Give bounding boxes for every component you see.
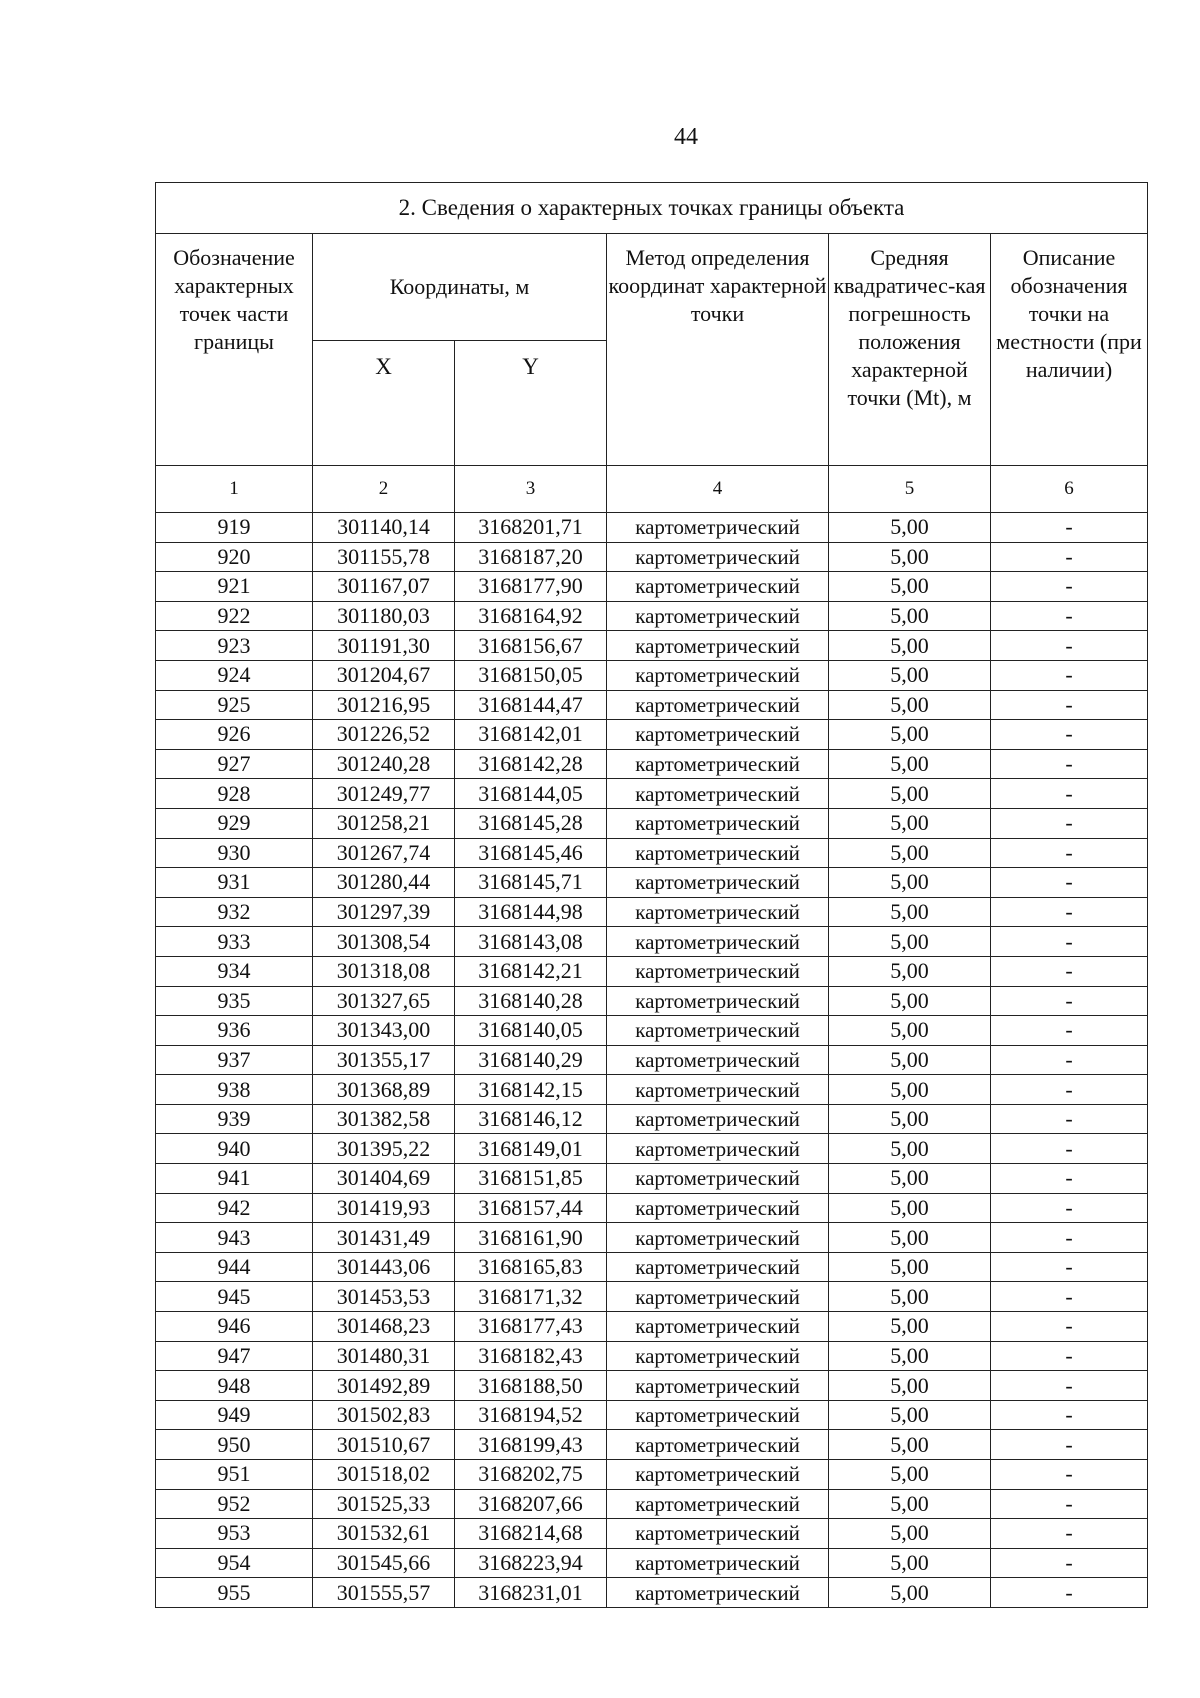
table-row [156,1519,1148,1549]
table-row [156,1548,1148,1578]
point-number-cell: 927 [156,749,313,779]
description-cell: - [991,660,1148,690]
table-row [156,1430,1148,1460]
description-cell: - [991,838,1148,868]
y-coordinate-cell: 3168182,43 [455,1341,607,1371]
method-cell: картометрический [607,897,829,927]
table-row [156,1164,1148,1194]
table-row [156,1312,1148,1342]
x-coordinate-cell: 301368,89 [313,1075,455,1105]
x-coordinate-cell: 301216,95 [313,690,455,720]
y-coordinate-cell: 3168145,71 [455,868,607,898]
x-coordinate-cell: 301382,58 [313,1104,455,1134]
description-cell: - [991,631,1148,661]
description-cell: - [991,808,1148,838]
y-coordinate-cell: 3168140,29 [455,1045,607,1075]
table-row [156,808,1148,838]
method-cell: картометрический [607,1134,829,1164]
table-row [156,513,1148,543]
point-number-cell: 946 [156,1312,313,1342]
y-coordinate-cell: 3168149,01 [455,1134,607,1164]
y-coordinate-cell: 3168140,05 [455,1016,607,1046]
description-cell: - [991,1519,1148,1549]
method-cell: картометрический [607,1548,829,1578]
description-cell: - [991,1578,1148,1608]
error-cell: 5,00 [829,1104,991,1134]
y-coordinate-cell: 3168157,44 [455,1193,607,1223]
table-row [156,1400,1148,1430]
x-coordinate-cell: 301480,31 [313,1341,455,1371]
point-number-cell: 922 [156,601,313,631]
table-row [156,897,1148,927]
point-number-cell: 933 [156,927,313,957]
description-cell: - [991,1075,1148,1105]
x-coordinate-cell: 301545,66 [313,1548,455,1578]
x-coordinate-cell: 301343,00 [313,1016,455,1046]
point-number-cell: 921 [156,572,313,602]
table-row [156,1371,1148,1401]
table-row [156,542,1148,572]
point-number-cell: 954 [156,1548,313,1578]
method-cell: картометрический [607,956,829,986]
y-coordinate-cell: 3168142,21 [455,956,607,986]
description-cell: - [991,720,1148,750]
method-cell: картометрический [607,986,829,1016]
x-coordinate-cell: 301240,28 [313,749,455,779]
point-number-cell: 919 [156,513,313,543]
method-cell: картометрический [607,513,829,543]
column-number: 6 [991,466,1148,513]
y-coordinate-cell: 3168140,28 [455,986,607,1016]
x-coordinate-cell: 301502,83 [313,1400,455,1430]
method-cell: картометрический [607,1460,829,1490]
table-row [156,690,1148,720]
header-designation: Обозначение характерных точек части границы [156,234,313,466]
x-coordinate-cell: 301280,44 [313,868,455,898]
table-row [156,660,1148,690]
method-cell: картометрический [607,690,829,720]
description-cell: - [991,1312,1148,1342]
table-row [156,1489,1148,1519]
y-coordinate-cell: 3168145,46 [455,838,607,868]
description-cell: - [991,1164,1148,1194]
method-cell: картометрический [607,601,829,631]
method-cell: картометрический [607,1104,829,1134]
point-number-cell: 940 [156,1134,313,1164]
description-cell: - [991,986,1148,1016]
description-cell: - [991,1430,1148,1460]
error-cell: 5,00 [829,749,991,779]
description-cell: - [991,897,1148,927]
y-coordinate-cell: 3168151,85 [455,1164,607,1194]
error-cell: 5,00 [829,1134,991,1164]
point-number-cell: 949 [156,1400,313,1430]
table-body [156,513,1148,1608]
error-cell: 5,00 [829,1016,991,1046]
error-cell: 5,00 [829,1460,991,1490]
section-title: 2. Сведения о характерных точках границы объекта [156,183,1148,234]
x-coordinate-cell: 301226,52 [313,720,455,750]
y-coordinate-cell: 3168177,90 [455,572,607,602]
method-cell: картометрический [607,631,829,661]
method-cell: картометрический [607,749,829,779]
description-cell: - [991,749,1148,779]
error-cell: 5,00 [829,808,991,838]
x-coordinate-cell: 301532,61 [313,1519,455,1549]
y-coordinate-cell: 3168142,01 [455,720,607,750]
y-coordinate-cell: 3168202,75 [455,1460,607,1490]
y-coordinate-cell: 3168201,71 [455,513,607,543]
x-coordinate-cell: 301180,03 [313,601,455,631]
y-coordinate-cell: 3168214,68 [455,1519,607,1549]
y-coordinate-cell: 3168164,92 [455,601,607,631]
header-y: Y [455,341,607,466]
method-cell: картометрический [607,1223,829,1253]
point-number-cell: 942 [156,1193,313,1223]
column-number: 1 [156,466,313,513]
x-coordinate-cell: 301525,33 [313,1489,455,1519]
error-cell: 5,00 [829,1430,991,1460]
description-cell: - [991,927,1148,957]
page-number: 44 [674,124,698,150]
point-number-cell: 953 [156,1519,313,1549]
y-coordinate-cell: 3168188,50 [455,1371,607,1401]
y-coordinate-cell: 3168145,28 [455,808,607,838]
error-cell: 5,00 [829,1312,991,1342]
point-number-cell: 925 [156,690,313,720]
method-cell: картометрический [607,927,829,957]
error-cell: 5,00 [829,513,991,543]
error-cell: 5,00 [829,1223,991,1253]
x-coordinate-cell: 301419,93 [313,1193,455,1223]
description-cell: - [991,1016,1148,1046]
description-cell: - [991,779,1148,809]
description-cell: - [991,1193,1148,1223]
y-coordinate-cell: 3168142,15 [455,1075,607,1105]
table-row [156,1193,1148,1223]
method-cell: картометрический [607,1312,829,1342]
x-coordinate-cell: 301191,30 [313,631,455,661]
error-cell: 5,00 [829,1371,991,1401]
point-number-cell: 951 [156,1460,313,1490]
error-cell: 5,00 [829,1519,991,1549]
y-coordinate-cell: 3168194,52 [455,1400,607,1430]
table-row [156,779,1148,809]
error-cell: 5,00 [829,1045,991,1075]
y-coordinate-cell: 3168161,90 [455,1223,607,1253]
point-number-cell: 930 [156,838,313,868]
column-number: 4 [607,466,829,513]
x-coordinate-cell: 301258,21 [313,808,455,838]
point-number-cell: 947 [156,1341,313,1371]
table-row [156,927,1148,957]
method-cell: картометрический [607,1164,829,1194]
point-number-cell: 944 [156,1252,313,1282]
error-cell: 5,00 [829,1193,991,1223]
y-coordinate-cell: 3168150,05 [455,660,607,690]
error-cell: 5,00 [829,1252,991,1282]
error-cell: 5,00 [829,1400,991,1430]
method-cell: картометрический [607,1282,829,1312]
method-cell: картометрический [607,1252,829,1282]
error-cell: 5,00 [829,1548,991,1578]
table-row [156,1578,1148,1608]
method-cell: картометрический [607,1400,829,1430]
x-coordinate-cell: 301267,74 [313,838,455,868]
y-coordinate-cell: 3168231,01 [455,1578,607,1608]
header-coordinates: Координаты, м [313,234,607,341]
description-cell: - [991,601,1148,631]
point-number-cell: 937 [156,1045,313,1075]
x-coordinate-cell: 301249,77 [313,779,455,809]
table-row [156,1104,1148,1134]
table-row [156,1134,1148,1164]
column-number-row [156,466,1148,513]
point-number-cell: 950 [156,1430,313,1460]
x-coordinate-cell: 301327,65 [313,986,455,1016]
point-number-cell: 932 [156,897,313,927]
x-coordinate-cell: 301140,14 [313,513,455,543]
point-number-cell: 938 [156,1075,313,1105]
x-coordinate-cell: 301204,67 [313,660,455,690]
table-row [156,1460,1148,1490]
x-coordinate-cell: 301318,08 [313,956,455,986]
error-cell: 5,00 [829,927,991,957]
point-number-cell: 952 [156,1489,313,1519]
x-coordinate-cell: 301518,02 [313,1460,455,1490]
point-number-cell: 920 [156,542,313,572]
error-cell: 5,00 [829,1282,991,1312]
error-cell: 5,00 [829,868,991,898]
y-coordinate-cell: 3168144,98 [455,897,607,927]
table-row [156,1282,1148,1312]
description-cell: - [991,868,1148,898]
point-number-cell: 924 [156,660,313,690]
table-row [156,1252,1148,1282]
description-cell: - [991,1548,1148,1578]
point-number-cell: 928 [156,779,313,809]
error-cell: 5,00 [829,572,991,602]
x-coordinate-cell: 301443,06 [313,1252,455,1282]
header-description: Описание обозначения точки на местности (при наличии) [991,234,1148,466]
method-cell: картометрический [607,1341,829,1371]
description-cell: - [991,1045,1148,1075]
description-cell: - [991,1252,1148,1282]
table-row [156,1341,1148,1371]
description-cell: - [991,1371,1148,1401]
description-cell: - [991,513,1148,543]
description-cell: - [991,956,1148,986]
description-cell: - [991,1134,1148,1164]
description-cell: - [991,1341,1148,1371]
column-number: 5 [829,466,991,513]
point-number-cell: 935 [156,986,313,1016]
header-method: Метод определения координат характерной точки [607,234,829,466]
y-coordinate-cell: 3168187,20 [455,542,607,572]
table-row [156,601,1148,631]
error-cell: 5,00 [829,631,991,661]
method-cell: картометрический [607,779,829,809]
point-number-cell: 936 [156,1016,313,1046]
description-cell: - [991,572,1148,602]
error-cell: 5,00 [829,601,991,631]
x-coordinate-cell: 301355,17 [313,1045,455,1075]
table-row [156,631,1148,661]
table-row [156,838,1148,868]
y-coordinate-cell: 3168165,83 [455,1252,607,1282]
table-row [156,986,1148,1016]
x-coordinate-cell: 301555,57 [313,1578,455,1608]
error-cell: 5,00 [829,660,991,690]
x-coordinate-cell: 301492,89 [313,1371,455,1401]
x-coordinate-cell: 301453,53 [313,1282,455,1312]
y-coordinate-cell: 3168156,67 [455,631,607,661]
description-cell: - [991,542,1148,572]
x-coordinate-cell: 301297,39 [313,897,455,927]
point-number-cell: 934 [156,956,313,986]
description-cell: - [991,1400,1148,1430]
table-row [156,1045,1148,1075]
error-cell: 5,00 [829,986,991,1016]
point-number-cell: 926 [156,720,313,750]
method-cell: картометрический [607,720,829,750]
table-row [156,956,1148,986]
y-coordinate-cell: 3168177,43 [455,1312,607,1342]
y-coordinate-cell: 3168171,32 [455,1282,607,1312]
point-number-cell: 939 [156,1104,313,1134]
method-cell: картометрический [607,542,829,572]
y-coordinate-cell: 3168142,28 [455,749,607,779]
point-number-cell: 923 [156,631,313,661]
x-coordinate-cell: 301395,22 [313,1134,455,1164]
method-cell: картометрический [607,1045,829,1075]
y-coordinate-cell: 3168143,08 [455,927,607,957]
y-coordinate-cell: 3168207,66 [455,1489,607,1519]
method-cell: картометрический [607,1016,829,1046]
y-coordinate-cell: 3168144,47 [455,690,607,720]
point-number-cell: 943 [156,1223,313,1253]
x-coordinate-cell: 301167,07 [313,572,455,602]
method-cell: картометрический [607,1519,829,1549]
column-number: 3 [455,466,607,513]
table-row [156,720,1148,750]
error-cell: 5,00 [829,1075,991,1105]
x-coordinate-cell: 301510,67 [313,1430,455,1460]
table-row [156,572,1148,602]
error-cell: 5,00 [829,542,991,572]
y-coordinate-cell: 3168144,05 [455,779,607,809]
point-number-cell: 948 [156,1371,313,1401]
error-cell: 5,00 [829,838,991,868]
table-row [156,749,1148,779]
method-cell: картометрический [607,1430,829,1460]
table-row [156,1016,1148,1046]
error-cell: 5,00 [829,956,991,986]
x-coordinate-cell: 301404,69 [313,1164,455,1194]
method-cell: картометрический [607,868,829,898]
x-coordinate-cell: 301431,49 [313,1223,455,1253]
point-number-cell: 955 [156,1578,313,1608]
method-cell: картометрический [607,838,829,868]
point-number-cell: 945 [156,1282,313,1312]
error-cell: 5,00 [829,690,991,720]
table-row [156,1075,1148,1105]
error-cell: 5,00 [829,897,991,927]
method-cell: картометрический [607,1075,829,1105]
point-number-cell: 931 [156,868,313,898]
boundary-points-table [155,182,1148,1608]
method-cell: картометрический [607,1371,829,1401]
method-cell: картометрический [607,1489,829,1519]
method-cell: картометрический [607,660,829,690]
column-number: 2 [313,466,455,513]
table-row [156,1223,1148,1253]
description-cell: - [991,1489,1148,1519]
x-coordinate-cell: 301308,54 [313,927,455,957]
y-coordinate-cell: 3168199,43 [455,1430,607,1460]
point-number-cell: 941 [156,1164,313,1194]
method-cell: картометрический [607,808,829,838]
error-cell: 5,00 [829,1489,991,1519]
error-cell: 5,00 [829,1164,991,1194]
method-cell: картометрический [607,572,829,602]
header-x: X [313,341,455,466]
header-error: Средняя квадратичес-кая погрешность положения характерной точки (Mt), м [829,234,991,466]
error-cell: 5,00 [829,1578,991,1608]
description-cell: - [991,690,1148,720]
error-cell: 5,00 [829,720,991,750]
description-cell: - [991,1104,1148,1134]
error-cell: 5,00 [829,779,991,809]
description-cell: - [991,1282,1148,1312]
description-cell: - [991,1460,1148,1490]
method-cell: картометрический [607,1193,829,1223]
method-cell: картометрический [607,1578,829,1608]
table-row [156,868,1148,898]
x-coordinate-cell: 301468,23 [313,1312,455,1342]
x-coordinate-cell: 301155,78 [313,542,455,572]
error-cell: 5,00 [829,1341,991,1371]
y-coordinate-cell: 3168146,12 [455,1104,607,1134]
y-coordinate-cell: 3168223,94 [455,1548,607,1578]
point-number-cell: 929 [156,808,313,838]
description-cell: - [991,1223,1148,1253]
